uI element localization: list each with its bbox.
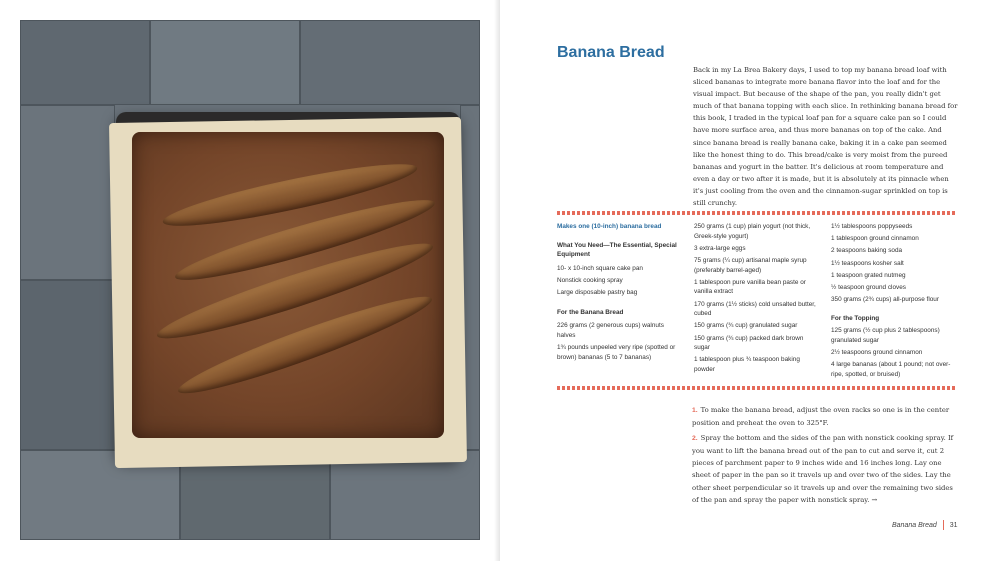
- ingredient-item: 3 extra-large eggs: [694, 244, 746, 252]
- equipment-item: 10- x 10-inch square cake pan: [557, 264, 643, 272]
- ingredient-item: 170 grams (1½ sticks) cold unsalted butter, cubed: [694, 300, 816, 318]
- topping-item: 2½ teaspoons ground cinnamon: [831, 349, 923, 357]
- ingredient-item: 1 tablespoon ground cinnamon: [831, 235, 919, 243]
- ingredient-item: 1½ teaspoons kosher salt: [831, 259, 904, 267]
- page-number: 31: [949, 521, 958, 529]
- ingredient-item: 75 grams (¼ cup) artisanal maple syrup (preferably barrel-aged): [694, 256, 807, 274]
- ingredient-item: 1 teaspoon grated nutmeg: [831, 271, 906, 279]
- recipe-step: [692, 432, 954, 506]
- divider-top: [557, 211, 957, 215]
- equipment-item: Nonstick cooking spray: [557, 276, 623, 284]
- slate-tile: [20, 105, 115, 280]
- recipe-yield: Makes one (10-inch) banana bread: [557, 223, 662, 230]
- ingredient-item: 1 tablespoon pure vanilla bean paste or vanilla extract: [694, 278, 806, 296]
- recipe-step: [692, 404, 954, 429]
- step-text: To make the banana bread, adjust the oven racks so one is in the center position and preheat the oven to 325°F.: [692, 406, 950, 428]
- bread-heading: For the Banana Bread: [557, 308, 624, 316]
- slate-tile: [150, 20, 300, 105]
- page-footer: [892, 520, 958, 530]
- recipe-intro: Back in my La Brea Bakery days, I used to top my banana bread loaf with sliced bananas to integrate more banana flavor into the loaf and for the visual impact. But because of the shape of the pan, you really didn't get much of that banana topping with each slice. In rethinking banana bread for this book, I traded in the typical loaf pan for a square cake pan so I could have more surface area, and thus more bananas on top of the cake. And since banana bread is really banana cake, baking it in a cake pan seemed like the honest thing to do. This bread/cake is very moist from the pureed bananas and yogurt in the batter. It's delicious at room temperature and even a day or two after it is made, but it is absolutely at its pinnacle when it's just cooling from the oven and the cinnamon-sugar sprinkled on top is still crunchy.: [693, 66, 958, 208]
- topping-heading: For the Topping: [831, 314, 880, 322]
- step-number: 2.: [692, 435, 698, 443]
- banana-bread-photo: [20, 20, 480, 540]
- recipe-title: Banana Bread: [557, 44, 665, 61]
- equipment-item: Large disposable pastry bag: [557, 289, 638, 297]
- topping-item: 125 grams (½ cup plus 2 tablespoons) granulated sugar: [831, 327, 940, 344]
- ingredients-column-3: [831, 222, 959, 382]
- footer-separator: [943, 520, 944, 530]
- slate-tile: [20, 20, 150, 105]
- ingredients-column-2: [694, 222, 819, 377]
- ingredients-column-1: [557, 222, 682, 365]
- slate-tile: [300, 20, 480, 105]
- right-page: [500, 0, 1000, 561]
- slate-tile: [20, 280, 115, 450]
- ingredient-item: 1½ tablespoons poppyseeds: [831, 223, 913, 230]
- ingredient-item: 150 grams (¾ cup) packed dark brown sugar: [694, 334, 804, 352]
- divider-bottom: [557, 386, 957, 390]
- equipment-heading: What You Need—The Essential, Special Equipment: [557, 241, 677, 259]
- step-number: 1.: [692, 407, 698, 414]
- ingredient-item: 350 grams (2¾ cups) all-purpose flour: [831, 296, 939, 304]
- recipe-steps: [692, 404, 954, 509]
- ingredient-item: 1¾ pounds unpeeled very ripe (spotted or brown) bananas (5 to 7 bananas): [557, 344, 676, 361]
- ingredient-item: 250 grams (1 cup) plain yogurt (not thick, Greek-style yogurt): [694, 223, 811, 240]
- topping-item: 4 large bananas (about 1 pound; not over-ripe, spotted, or bruised): [831, 361, 951, 378]
- ingredient-item: 226 grams (2 generous cups) walnuts halves: [557, 322, 664, 339]
- ingredient-item: ½ teaspoon ground cloves: [831, 283, 906, 291]
- footer-section-title: Banana Bread: [892, 521, 937, 529]
- step-text: Spray the bottom and the sides of the pan with nonstick cooking spray. If you want to lift the banana bread out of the pan to cut and serve it, cut 2 pieces of parchment paper to 9 inches wide and 16 inches long. Lay one sheet of paper in the pan so it travels up and over two of the sides. Lay the other sheet perpendicular so it travels up and over the remaining two sides of the pan and spray the paper with nonstick spray. →: [692, 434, 954, 504]
- ingredient-item: 1 tablespoon plus ¾ teaspoon baking powder: [694, 356, 800, 373]
- ingredient-item: 2 teaspoons baking soda: [831, 247, 903, 255]
- ingredient-item: 150 grams (¾ cup) granulated sugar: [694, 322, 798, 330]
